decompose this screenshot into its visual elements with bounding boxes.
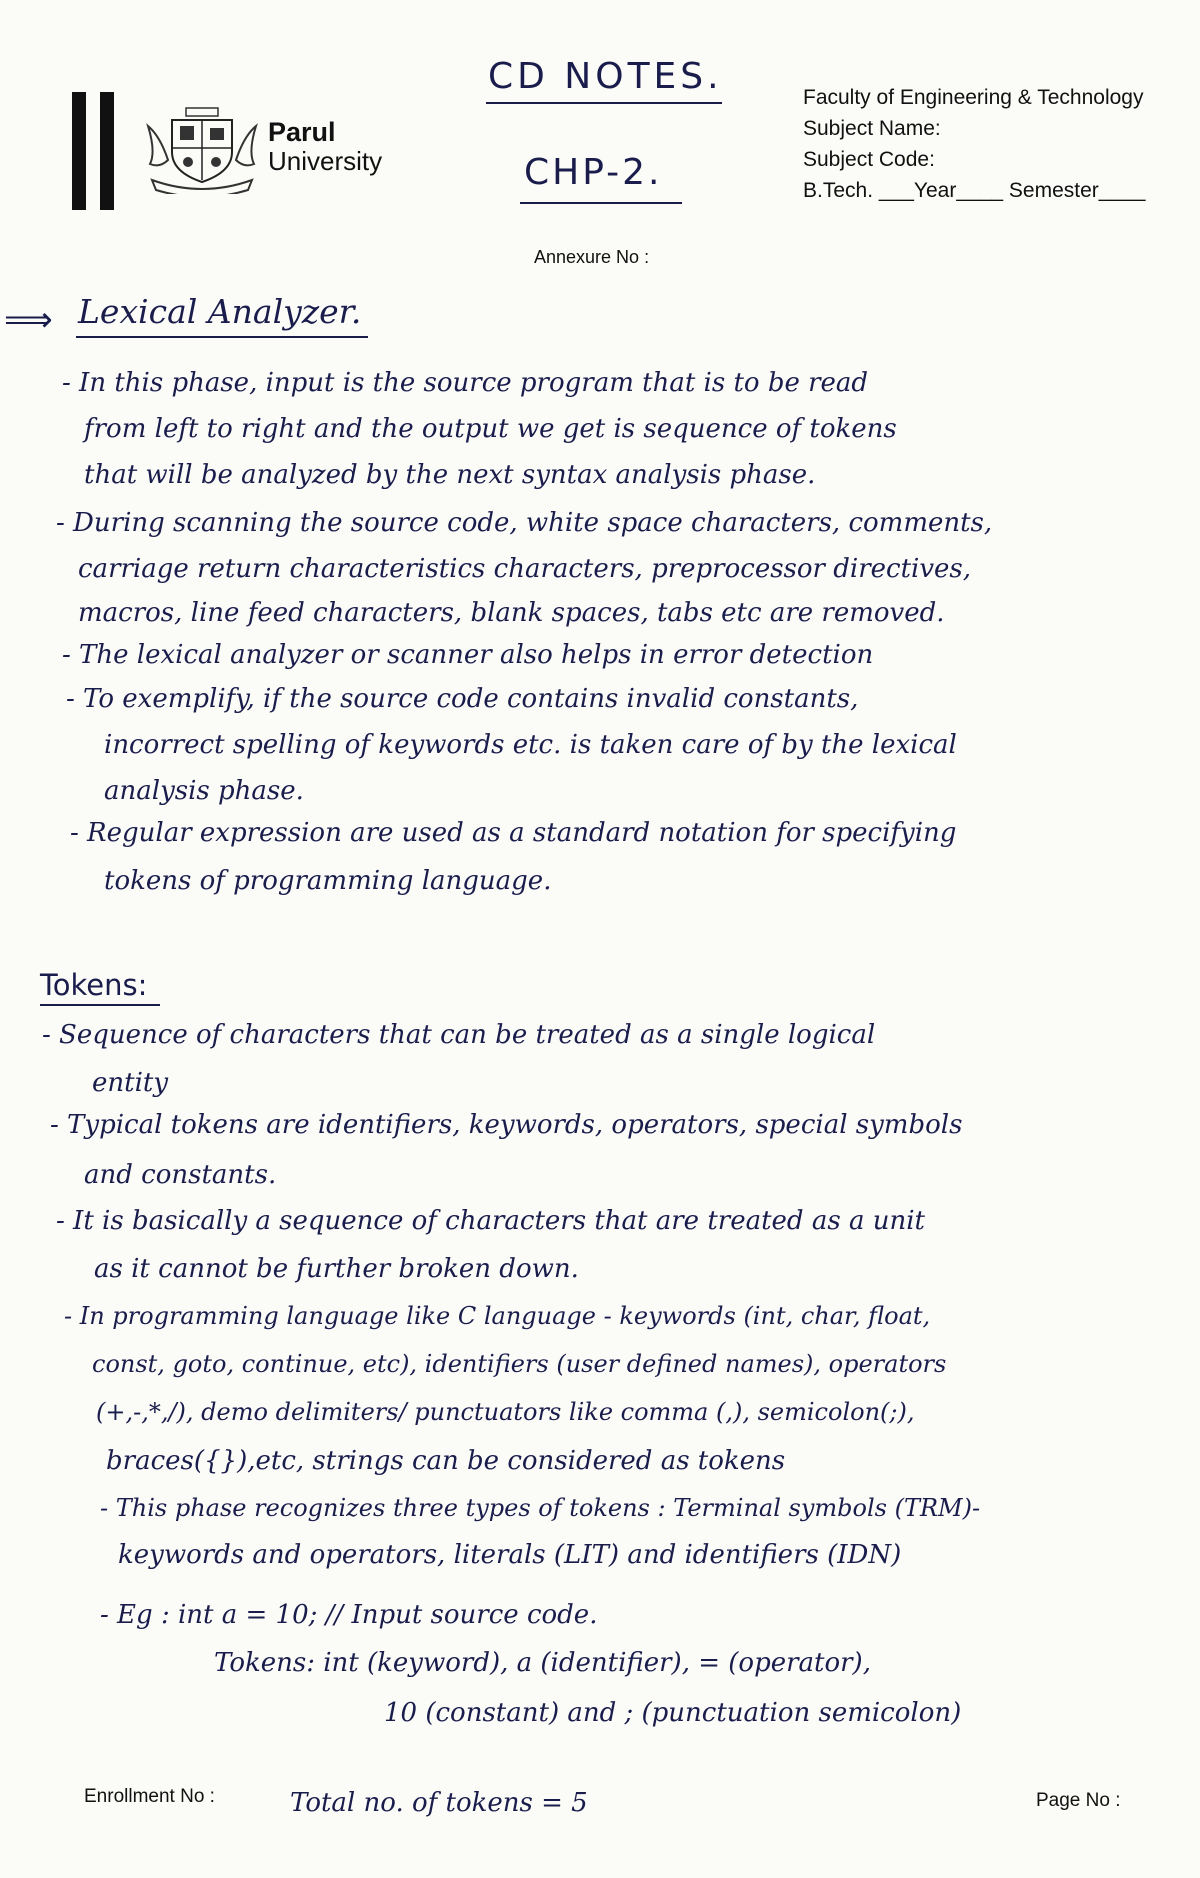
- note-line: - The lexical analyzer or scanner also helps in error detection: [62, 640, 874, 670]
- note-line: - Typical tokens are identifiers, keywords, operators, special symbols: [50, 1110, 963, 1140]
- note-line: from left to right and the output we get is sequence of tokens: [84, 414, 897, 444]
- header-bar-2: [100, 92, 114, 210]
- note-line: analysis phase.: [104, 776, 304, 806]
- page-number-label: Page No :: [1036, 1790, 1121, 1811]
- subject-code-label: Subject Code:: [803, 148, 935, 171]
- btech-year-semester: B.Tech. ___Year____ Semester____: [803, 179, 1146, 202]
- note-line: incorrect spelling of keywords etc. is taken care of by the lexical: [104, 730, 957, 760]
- university-crest-logo: [138, 106, 266, 194]
- note-line: - In this phase, input is the source program that is to be read: [62, 368, 869, 398]
- note-line: carriage return characteristics characters, preprocessor directives,: [78, 554, 972, 584]
- university-name-line1: Parul: [268, 117, 336, 147]
- faculty-info-block: [803, 82, 1145, 206]
- enrollment-label: Enrollment No :: [84, 1786, 215, 1807]
- note-line: entity: [92, 1068, 169, 1098]
- chapter-title-underline: [520, 202, 682, 204]
- section-heading-tokens: Tokens:: [40, 968, 148, 1002]
- note-line: that will be analyzed by the next syntax analysis phase.: [84, 460, 816, 490]
- university-name-line2: University: [268, 146, 383, 177]
- arrow-icon: ⟹: [4, 300, 53, 340]
- faculty-name: Faculty of Engineering & Technology: [803, 86, 1144, 109]
- chapter-title: CHP-2.: [524, 152, 663, 193]
- subject-name-label: Subject Name:: [803, 117, 941, 140]
- note-line: Tokens: int (keyword), a (identifier), = (operator),: [214, 1648, 871, 1678]
- note-line: - To exemplify, if the source code contains invalid constants,: [66, 684, 859, 714]
- note-line: (+,-,*,/), demo delimiters/ punctuators like comma (,), semicolon(;),: [96, 1398, 915, 1426]
- note-line: and constants.: [84, 1160, 277, 1190]
- note-line: macros, line feed characters, blank spaces, tabs etc are removed.: [78, 598, 945, 628]
- note-line: - It is basically a sequence of characters that are treated as a unit: [56, 1206, 925, 1236]
- university-name: [268, 118, 382, 175]
- section-heading-lexical-analyzer: Lexical Analyzer.: [78, 292, 362, 331]
- note-line: - Eg : int a = 10; // Input source code.: [100, 1600, 598, 1630]
- header-bar-1: [72, 92, 86, 210]
- note-line: 10 (constant) and ; (punctuation semicolon): [384, 1698, 962, 1728]
- note-line: tokens of programming language.: [104, 866, 552, 896]
- note-line: - Sequence of characters that can be treated as a single logical: [42, 1020, 876, 1050]
- note-line: - In programming language like C language - keywords (int, char, float,: [64, 1302, 931, 1330]
- note-line: as it cannot be further broken down.: [94, 1254, 579, 1284]
- note-line: keywords and operators, literals (LIT) and identifiers (IDN): [118, 1540, 902, 1570]
- note-line: - During scanning the source code, white space characters, comments,: [56, 508, 993, 538]
- note-line: braces({}),etc, strings can be considered as tokens: [106, 1446, 786, 1476]
- note-line: const, goto, continue, etc), identifiers (user defined names), operators: [92, 1350, 947, 1378]
- section-heading-underline: [40, 1004, 160, 1006]
- notes-title-underline: [486, 102, 722, 104]
- section-heading-underline: [76, 336, 368, 338]
- note-line: - Regular expression are used as a standard notation for specifying: [70, 818, 957, 848]
- note-line: Total no. of tokens = 5: [290, 1788, 588, 1818]
- annexure-label: Annexure No :: [534, 247, 650, 267]
- header-bars: [72, 92, 118, 210]
- notes-title: CD NOTES.: [488, 56, 723, 97]
- note-line: - This phase recognizes three types of tokens : Terminal symbols (TRM)-: [100, 1494, 981, 1522]
